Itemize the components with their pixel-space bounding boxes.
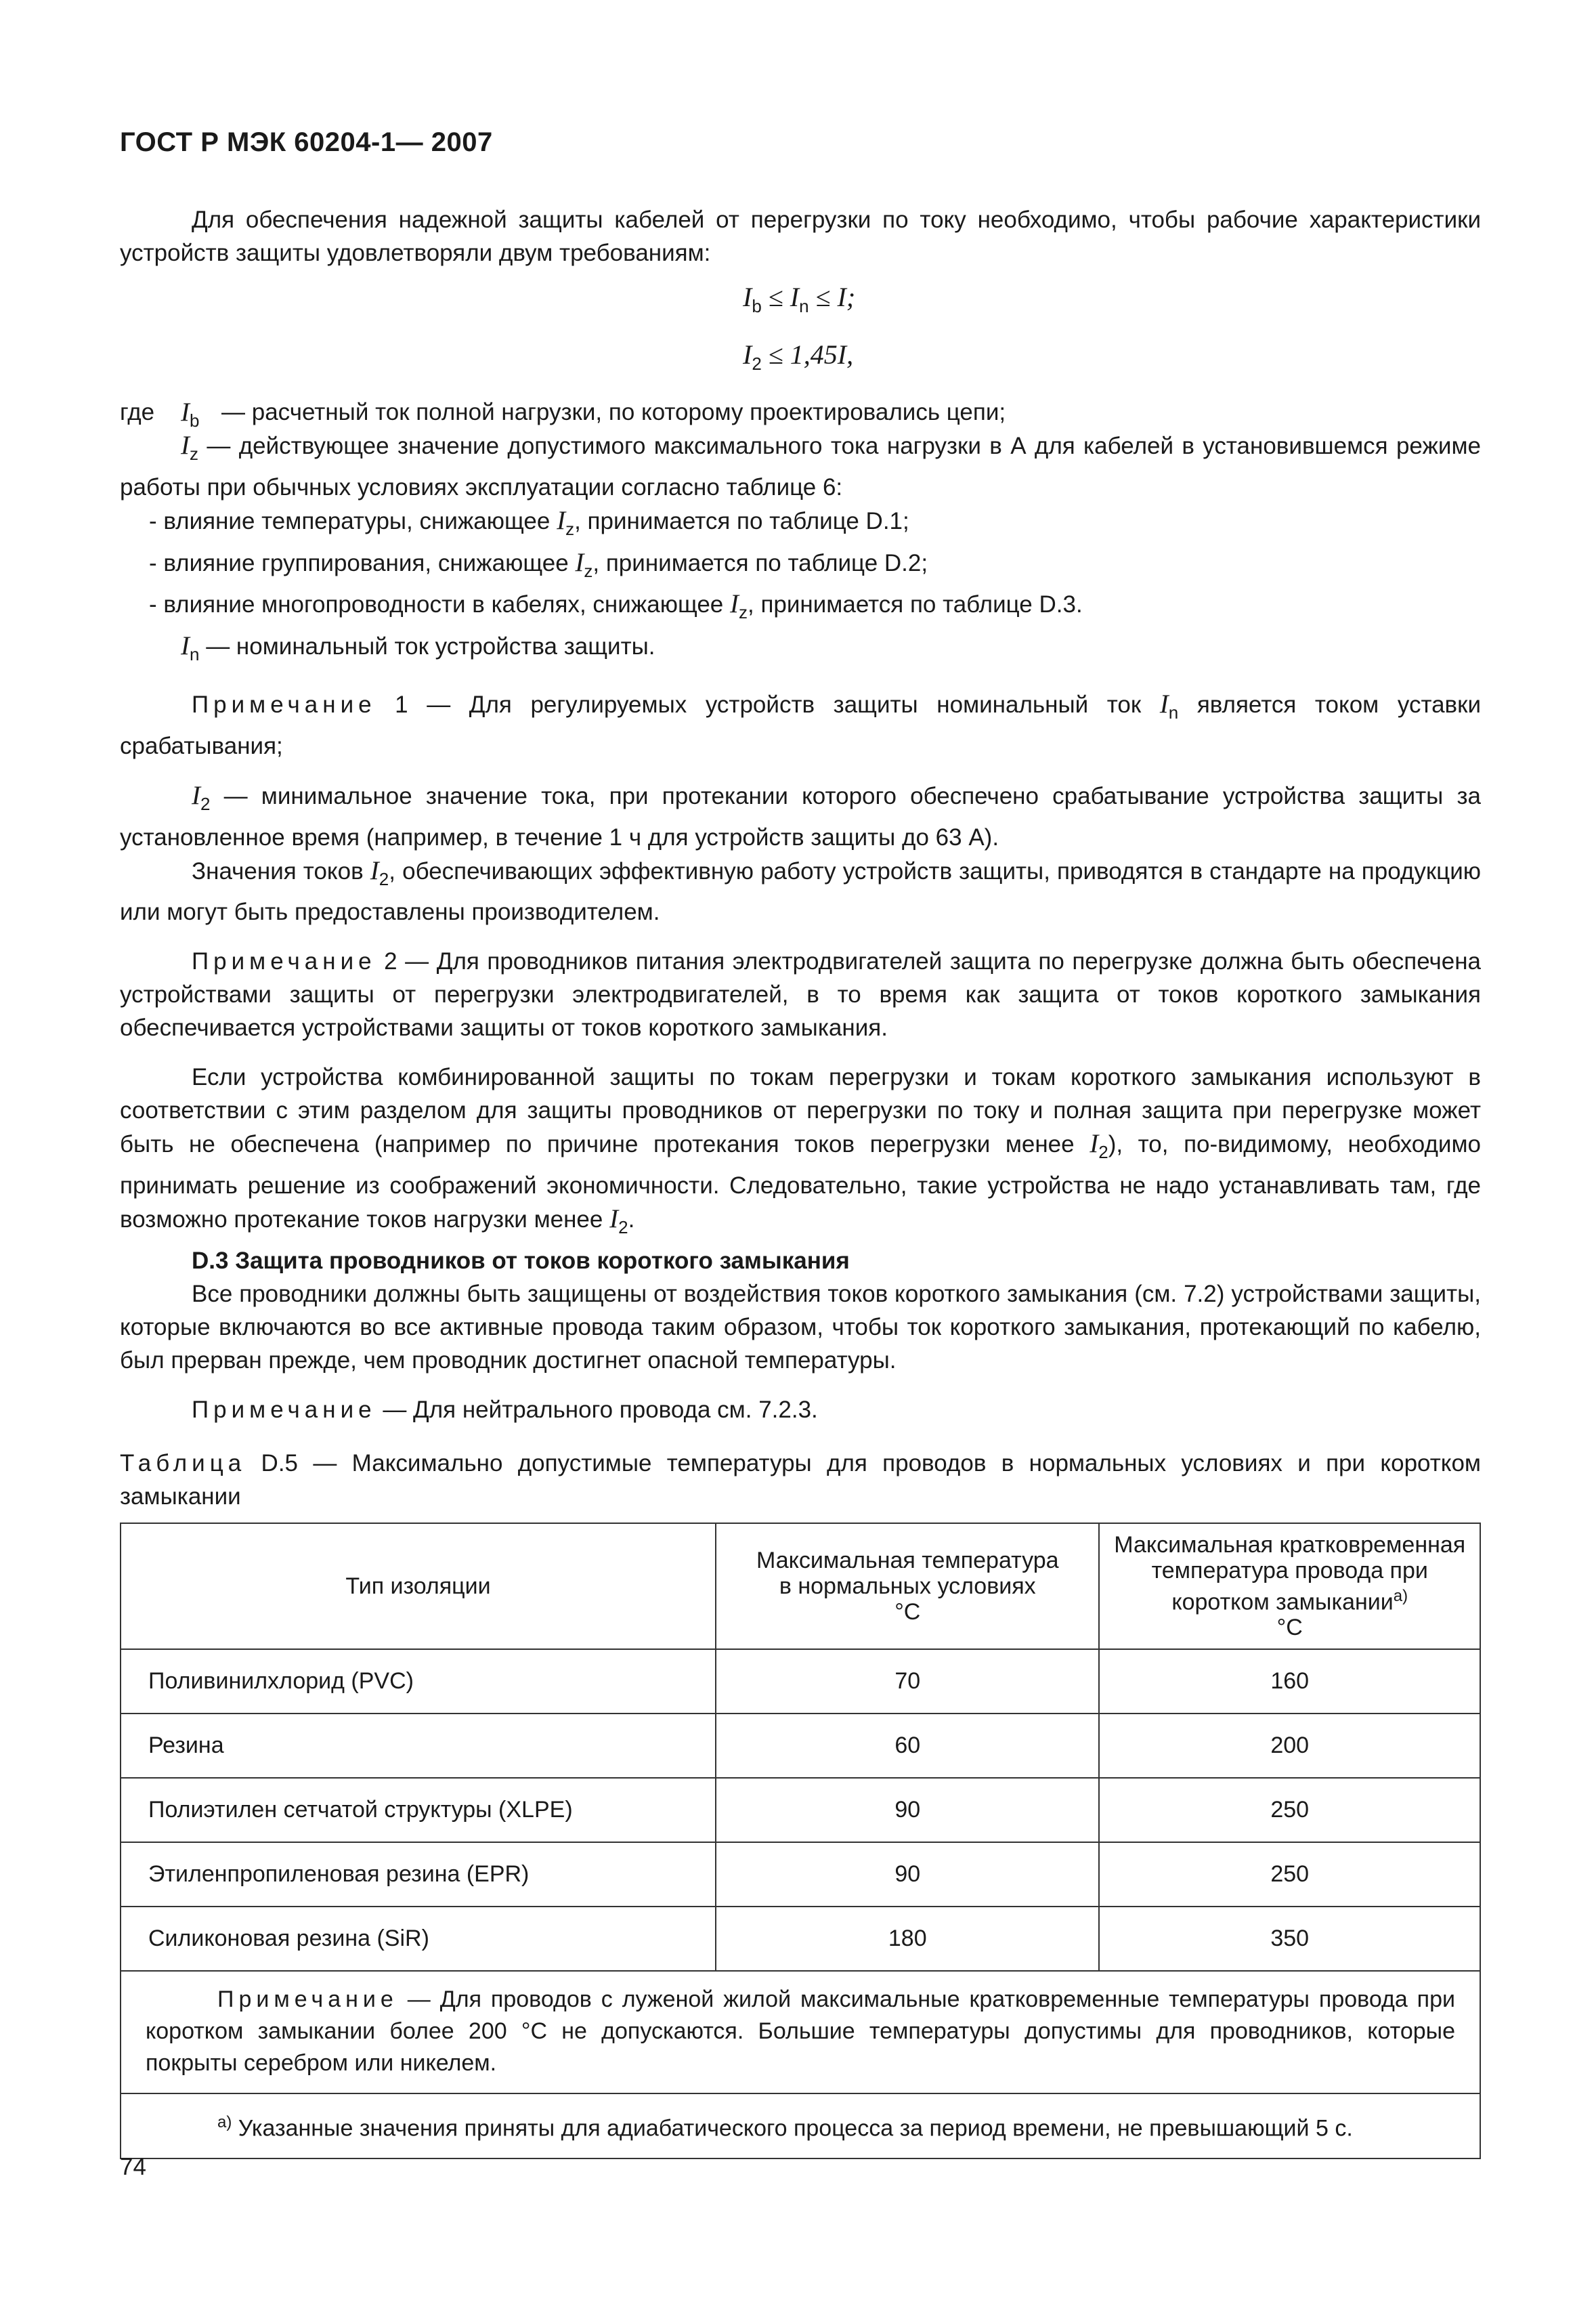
note-3: Примечание — Для нейтрального провода см. 7.2.3. bbox=[192, 1396, 818, 1423]
equation-2: $I_2 \le 1,45I$, bbox=[743, 339, 854, 374]
table-row: Поливинилхлорид (PVC) 70 160 bbox=[121, 1649, 1480, 1714]
table-footnote-row: $^{а)}$ Указанные значения приняты для адиабатического процесса за период времени, не превышающий 5 с. bbox=[121, 2093, 1480, 2158]
document-body bbox=[120, 203, 1481, 2159]
header-insulation-type: Тип изоляции bbox=[121, 1523, 716, 1649]
header-normal-temp: Максимальная температура в нормальных условиях °C bbox=[716, 1523, 1099, 1649]
list-item: - влияние многопроводности в кабелях, снижающее $I_z$, принимается по таблице D.3. bbox=[149, 589, 1083, 623]
definition-in: $I_n$ — номинальный ток устройства защиты. bbox=[181, 631, 655, 664]
note-1: Примечание 1 — Для регулируемых устройств защиты номинальный ток $I_n$ является током уставки срабатывания; bbox=[120, 689, 1481, 759]
table-row: Полиэтилен сетчатой структуры (XLPE) 90 250 bbox=[121, 1778, 1480, 1842]
note-2: Примечание 2 — Для проводников питания электродвигателей защита по перегрузке должна быть обеспечена устройствами защиты от перегрузки электродвигателей, в то время как защита от токов короткого замыкания обеспечивается устройствами защиты от токов короткого замыкания. bbox=[120, 948, 1481, 1042]
list-item: - влияние температуры, снижающее $I_z$, принимается по таблице D.1; bbox=[149, 505, 909, 539]
table-note-row: Примечание — Для проводов с луженой жилой максимальные кратковременные температуры провода при коротком замыкании более 200 °C не допускаются. Большие температуры допустимы для проводников, которые покрыты серебром или никелем. bbox=[121, 1971, 1480, 2093]
temperature-table bbox=[120, 1523, 1481, 2159]
table-caption: Таблица D.5 — Максимально допустимые температуры для проводов в нормальных условиях и при коротком замыкании bbox=[120, 1449, 1481, 1510]
table-row: Силиконовая резина (SiR) 180 350 bbox=[121, 1907, 1480, 1971]
section-paragraph: Все проводники должны быть защищены от воздействия токов короткого замыкания (см. 7.2) устройствами защиты, которые включаются во все активные провода таким образом, чтобы ток короткого замыкания, протекающий по кабелю, был прерван прежде, чем проводник достигнет опасной температуры. bbox=[120, 1280, 1481, 1374]
definition-ib: где $I_b$ — расчетный ток полной нагрузки, по которому проектировались цепи; bbox=[120, 398, 1006, 431]
header-short-circuit-temp: Максимальная кратковременная температура провода при коротком замыкании$^{а)}$ °C bbox=[1099, 1523, 1480, 1649]
table-row: Резина 60 200 bbox=[121, 1714, 1480, 1778]
page-number: 74 bbox=[120, 2154, 146, 2180]
equation-1: $I_b \le I_n \le I$; bbox=[743, 282, 856, 316]
section-title: D.3 Защита проводников от токов короткого замыкания bbox=[192, 1247, 850, 1274]
definition-i2: $I_2$ — минимальное значение тока, при протекании которого обеспечено срабатывание устройства защиты за установленное время (например, в течение 1 ч для устройств защиты до 63 А). bbox=[120, 780, 1481, 851]
definition-iz: $I_z$ — действующее значение допустимого максимального тока нагрузки в А для кабелей в установившемся режиме работы при обычных условиях эксплуатации согласно таблице 6: bbox=[120, 431, 1481, 501]
table-header-row bbox=[121, 1523, 1480, 1649]
intro-paragraph: Для обеспечения надежной защиты кабелей от перегрузки по току необходимо, чтобы рабочие характеристики устройств защиты удовлетворяли двум требованиям: bbox=[120, 207, 1481, 266]
table-row: Этиленпропиленовая резина (EPR) 90 250 bbox=[121, 1842, 1480, 1907]
combined-protection-paragraph: Если устройства комбинированной защиты по токам перегрузки и токам короткого замыкания используют в соответствии с этим разделом для защиты проводников от перегрузки по току и полная защита при перегрузке может быть не обеспечена (например по причине протекания токов перегрузки менее $I_2$), то, по-видимому, необходимо принимать решение из соображений экономичности. Следовательно, такие устройства не надо устанавливать там, где возможно протекание токов нагрузки менее $I_2$. bbox=[120, 1064, 1482, 1237]
document-header: ГОСТ Р МЭК 60204-1— 2007 bbox=[120, 127, 493, 157]
list-item: - влияние группирования, снижающее $I_z$, принимается по таблице D.2; bbox=[149, 547, 928, 581]
currents-paragraph: Значения токов $I_2$, обеспечивающих эффективную работу устройств защиты, приводятся в стандарте на продукцию или могут быть предоставлены производителем. bbox=[120, 855, 1482, 926]
